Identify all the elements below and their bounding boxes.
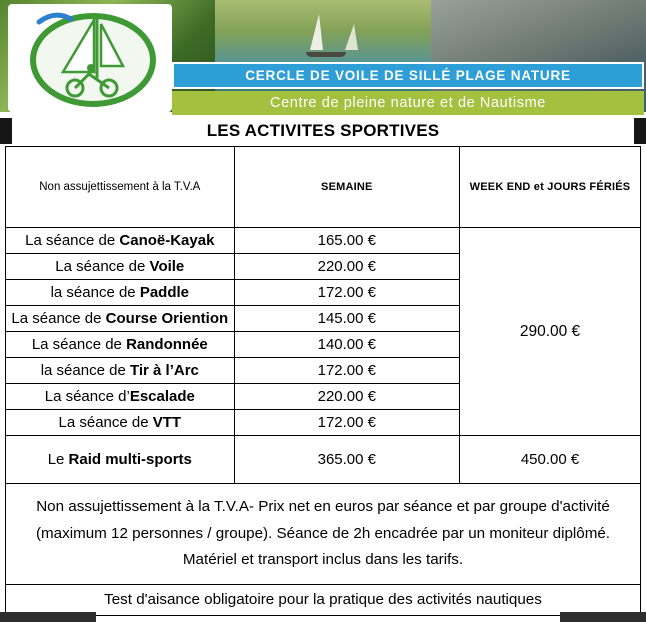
raid-weekend-price: 450.00 € (460, 436, 641, 484)
activity-name: Escalade (129, 388, 195, 405)
activity-name: Voile (149, 258, 185, 275)
activity-prefix: La séance de (55, 258, 150, 275)
pricing-table (5, 146, 641, 616)
banner-subtitle: Centre de pleine nature et de Nautisme (270, 95, 546, 111)
week-price: 172.00 € (234, 410, 459, 436)
activity-prefix: La séance de (58, 414, 153, 431)
club-logo (8, 4, 172, 112)
activity-label (6, 358, 235, 384)
activity-label (6, 384, 235, 410)
sailboat-icon (345, 24, 358, 50)
raid-label (6, 436, 235, 484)
raid-row (6, 436, 641, 484)
bottom-edge-bar-left (0, 612, 96, 622)
activity-name: Course Oriention (105, 310, 229, 327)
activity-prefix: La séance de (31, 336, 127, 353)
header-banner (0, 0, 646, 118)
activity-name: VTT (152, 414, 182, 431)
header-cell-weekend: WEEK END et JOURS FÉRIÉS (460, 147, 641, 228)
week-price: 172.00 € (234, 280, 459, 306)
activity-label (6, 228, 235, 254)
activity-name: Randonnée (126, 336, 208, 353)
activity-name: Tir à l’Arc (129, 362, 199, 379)
activity-prefix: la séance de (40, 362, 130, 379)
raid-prefix: Le (47, 451, 69, 468)
week-price: 172.00 € (234, 358, 459, 384)
sailboat-icon (310, 14, 323, 50)
header-cell-tva: Non assujettissement à la T.V.A (6, 147, 235, 228)
banner-subtitle-bar (172, 91, 644, 115)
table-header-row (6, 147, 641, 228)
activity-name: Paddle (139, 284, 189, 301)
notice-row (6, 584, 641, 615)
weekend-price-merged: 290.00 € (460, 228, 641, 436)
week-price: 220.00 € (234, 384, 459, 410)
activity-prefix: La séance de (11, 310, 106, 327)
title-row (0, 118, 646, 144)
table-row (6, 228, 641, 254)
banner-title-bar (172, 62, 644, 89)
activity-name: Canoë-Kayak (119, 232, 215, 249)
week-price: 220.00 € (234, 254, 459, 280)
week-price: 140.00 € (234, 332, 459, 358)
page-title: LES ACTIVITES SPORTIVES (12, 118, 634, 144)
activity-label (6, 306, 235, 332)
club-logo-graphic (11, 6, 169, 110)
activity-prefix: la séance de (50, 284, 140, 301)
week-price: 145.00 € (234, 306, 459, 332)
boat-hull-shape (306, 52, 346, 57)
pricing-table-wrap (0, 144, 646, 616)
week-price: 165.00 € (234, 228, 459, 254)
activity-label (6, 254, 235, 280)
header-cell-semaine: SEMAINE (234, 147, 459, 228)
banner-title: CERCLE DE VOILE DE SILLÉ PLAGE NATURE (245, 68, 571, 83)
activity-prefix: La séance de (25, 232, 120, 249)
footnote-text: Non assujettissement à la T.V.A- Prix net en euros par séance et par groupe d'activité (maximum 12 personnes / groupe). Séance de 2h encadrée par un moniteur diplômé. Matériel et transport inclus dans les tarifs. (6, 484, 641, 585)
activity-prefix: La séance d’ (44, 388, 130, 405)
footnote-row (6, 484, 641, 585)
activity-label (6, 332, 235, 358)
activity-label (6, 410, 235, 436)
notice-text: Test d'aisance obligatoire pour la pratique des activités nautiques (6, 584, 641, 615)
bottom-edge-bar-right (560, 612, 646, 622)
raid-name: Raid multi-sports (68, 451, 192, 468)
activity-label (6, 280, 235, 306)
raid-week-price: 365.00 € (234, 436, 459, 484)
